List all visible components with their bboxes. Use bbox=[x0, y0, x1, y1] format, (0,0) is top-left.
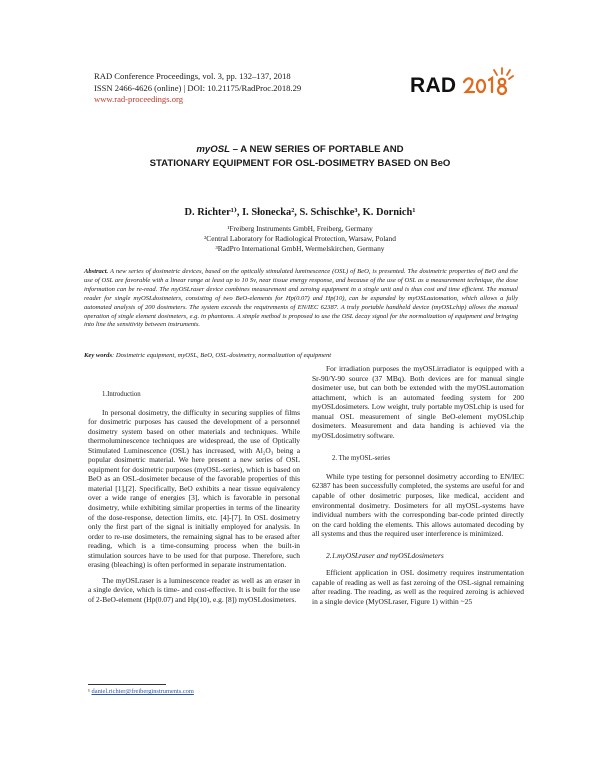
rad-logo-year-graphic bbox=[462, 64, 514, 104]
title-line1: – A NEW SERIES OF PORTABLE AND bbox=[230, 144, 404, 155]
paragraph: Efficient application in OSL dosimetry requires instrumentation capable of reading as well as fast zeroing of the OSL-signal remaining after reading. The reading, as well as the required zeroing is achieved in a single device (MyOSLraser, Figure 1) within ~25 bbox=[312, 568, 524, 606]
keywords-label: Key words bbox=[84, 352, 113, 359]
journal-citation: RAD Conference Proceedings, vol. 3, pp. 132–137, 2018 bbox=[94, 71, 291, 81]
title-prefix: myOSL bbox=[196, 144, 230, 155]
abstract-text: A new series of dosimetric devices, based on the optically stimulated luminescence (OSL) of BeO, is presented. The dosimetric properties of BeO and the use of OSL are favorable with a linear range at least up to 10 Sv, near tissue energy response, and because of the use of OSL as a measurement technique, the dose information can be re-read. The myOSLraser device combines measurement and zeroing equipment in a single unit and is thus cost and time efficient. The manual reader for single myOSLdosimeters, consisting of two BeO-elements for Hp(0.07) and Hp(10), can be expanded by myOSLautomation, which allows a fully automated analysis of 200 dosimeters. The system exceeds the requirements of EN/IEC 62387. A truly portable handheld device (myOSLchip) allows the manual operation of single element dosimeters, e.g. in phantoms. A simple method is proposed to use the OSL decay signal for the normalization of equipment and bringing into line the sensitivity between instruments. bbox=[84, 268, 518, 329]
abstract bbox=[84, 268, 518, 330]
rad-logo bbox=[410, 62, 514, 106]
author-list: D. Richter¹⁾, I. Słonecka², S. Schischke³, K. Dornich¹ bbox=[184, 207, 416, 218]
affiliation-item: ²Central Laboratory for Radiological Protection, Warsaw, Poland bbox=[204, 234, 396, 244]
paragraph: The myOSLraser is a luminescence reader as well as an eraser in a single device, which is time- and cost-effective. It is built for the use of 2-BeO-element (Hp(0.07) and Hp(10), e.g. [8]) myOSLdosimeters. bbox=[88, 575, 300, 604]
affiliation-item: ³RadPro International GmbH, Wermelskirchen, Germany bbox=[215, 244, 385, 254]
paper-title bbox=[60, 143, 540, 170]
paragraph: While type testing for personnel dosimetry according to EN/IEC 62387 has been successfully completed, the systems are useful for and capable of other dosimetric purposes, like medical, accident and environmental dosimetry. Dosimeters for all myOSL-systems have individual numbers with the corresponding bar-code printed directly on the card holding the elements. This allows automated decoding by all systems and thus the required user interference is minimized. bbox=[312, 471, 524, 539]
abstract-label: Abstract. bbox=[84, 268, 109, 275]
section-heading-introduction: 1.Introduction bbox=[102, 391, 141, 398]
affiliation-item: ¹Freiberg Instruments GmbH, Freiberg, Germany bbox=[227, 224, 373, 233]
footnote-marker: ¹ bbox=[88, 688, 90, 695]
journal-issn-doi: ISSN 2466-4626 (online) | DOI: 10.21175/RadProc.2018.29 bbox=[94, 82, 302, 93]
affiliations bbox=[60, 224, 540, 255]
subsection-heading: 2.1.myOSLraser and myOSLdosimeters bbox=[326, 550, 444, 560]
keywords-text: : Dosimetric equipment, myOSL, BeO, OSL-dosimetry, normalization of equipment bbox=[112, 352, 332, 359]
left-column bbox=[88, 364, 300, 604]
section-heading-myosl-series: 2. The myOSL-series bbox=[332, 455, 391, 463]
footnote-email-link[interactable]: daniel.richter@freiberginstruments.com bbox=[91, 688, 194, 695]
journal-header bbox=[94, 71, 301, 106]
right-column bbox=[312, 364, 524, 606]
journal-url[interactable]: www.rad-proceedings.org bbox=[94, 94, 184, 104]
footnote bbox=[88, 684, 300, 695]
footnote-rule bbox=[88, 684, 166, 685]
title-line2: STATIONARY EQUIPMENT FOR OSL-DOSIMETRY BASED ON BeO bbox=[149, 157, 451, 169]
paragraph: In personal dosimetry, the difficulty in securing supplies of films for dosimetric purposes has caused the development of a personnel dosimetry system based on other materials and techniques. While thermoluminescence techniques are widespread, the use of Optically Stimulated Luminescence (OSL) has increased, with Al₂O₃ being a popular dosimetric material. We here present a new series of OSL equipment for dosimetric purposes (myOSL-series), which is based on BeO as an OSL-dosimeter because of the favorable properties of this material [1],[2]. Specifically, BeO exhibits a near tissue equivalency over a wide range of energies [3], which is favorable in personal dosimetry, while exhibiting similar properties in terms of the linearity of the dose-response, detection limits, etc. [4]-[7]. In OSL dosimetry only the first part of the signal is initially employed for analysis. In order to re-use dosimeters, the remaining signal has to be erased after reading, which is a time-consuming process when the built-in stimulation sources have to be used for that purpose. Therefore, such erasing (bleaching) is often performed in separate instrumentation. bbox=[88, 407, 300, 570]
paragraph: For irradiation purposes the myOSLirradiator is equipped with a Sr-90/Y-90 source (37 MBq). Both devices are for manual single dosimeter use, but can both be extended with the myOSLautomation attachment, which is an automated feeding system for 200 myOSLdosimeters. Low weight, truly portable myOSLchip is used for manual OSL measurement of single BeO-element myOSLchip dosimeters. Measurement and data handing is achieved via the myOSLdosimetry software. bbox=[312, 364, 524, 440]
rad-logo-text: RAD bbox=[410, 74, 457, 97]
keywords bbox=[84, 352, 518, 359]
